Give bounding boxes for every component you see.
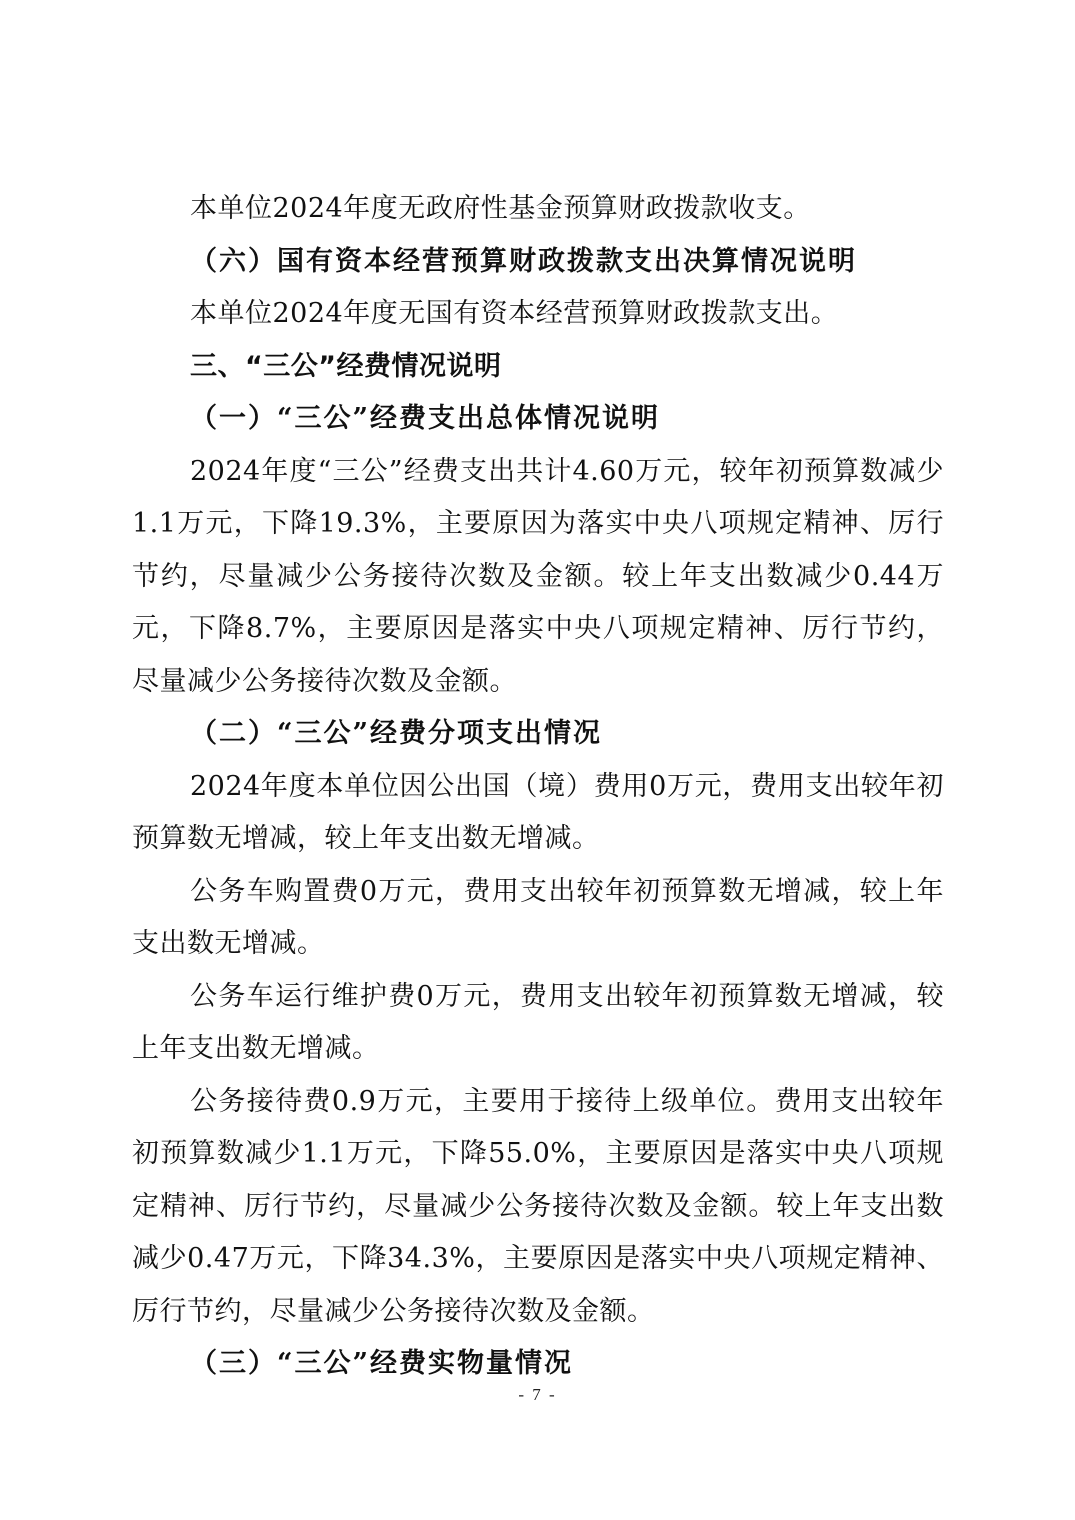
chapter-heading-three-public: 三、“三公”经费情况说明 <box>190 350 502 382</box>
page-number: - 7 - <box>518 1385 557 1404</box>
paragraph-state-capital: 本单位2024年度无国有资本经营预算财政拨款支出。 <box>190 298 839 329</box>
paragraph-vehicle-operation: 公务车运行维护费0万元，费用支出较年初预算数无增减，较上年支出数无增减。 <box>132 980 944 1064</box>
paragraph-overall: 2024年度“三公”经费支出共计4.60万元，较年初预算数减少1.1万元，下降19.3%，主要原因为落实中央八项规定精神、厉行节约，尽量减少公务接待次数及金额。较上年支出数减少0.44万元，下降8.7%，主要原因是落实中央八项规定精神、厉行节约，尽量减少公务接待次数及金额。 <box>132 455 944 697</box>
section-heading-overall: （一）“三公”经费支出总体情况说明 <box>190 403 661 434</box>
paragraph-overseas-travel: 2024年度本单位因公出国（境）费用0万元，费用支出较年初预算数无增减，较上年支出数无增减。 <box>132 770 944 854</box>
paragraph-vehicle-purchase: 公务车购置费0万元，费用支出较年初预算数无增减，较上年支出数无增减。 <box>132 875 944 959</box>
section-heading-physical-quantity: （三）“三公”经费实物量情况 <box>190 1348 574 1379</box>
document-body <box>132 183 944 1391</box>
section-heading-itemized: （二）“三公”经费分项支出情况 <box>190 718 603 749</box>
section-heading-state-capital: （六）国有资本经营预算财政拨款支出决算情况说明 <box>190 245 857 277</box>
paragraph-gov-fund: 本单位2024年度无政府性基金预算财政拨款收支。 <box>190 193 811 224</box>
paragraph-reception: 公务接待费0.9万元，主要用于接待上级单位。费用支出较年初预算数减少1.1万元，下降55.0%，主要原因是落实中央八项规定精神、厉行节约，尽量减少公务接待次数及金额。较上年支出数减少0.47万元，下降34.3%，主要原因是落实中央八项规定精神、厉行节约，尽量减少公务接待次数及金额。 <box>132 1085 944 1327</box>
